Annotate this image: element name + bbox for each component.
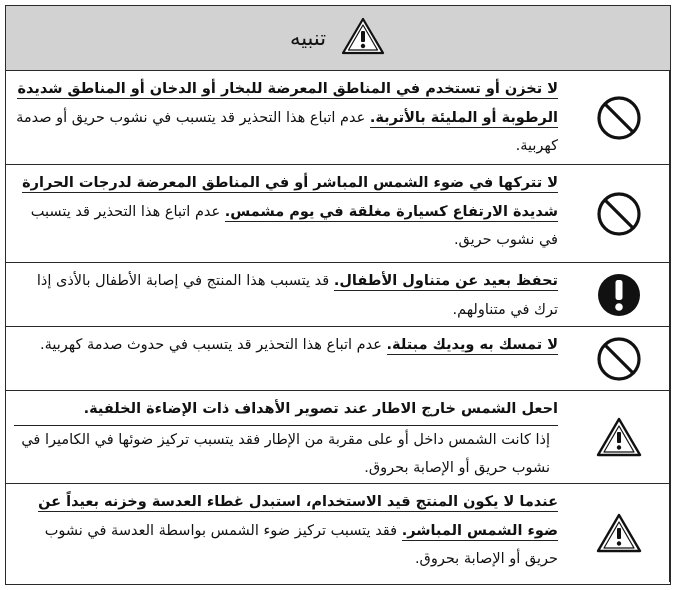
caution-text: [6, 263, 568, 326]
caution-emphasis: احعل الشمس خارج الاطار عند تصوير الأهداف ذات الإضاءة الخلفية.: [14, 395, 558, 426]
caution-table: [5, 5, 671, 585]
caution-body: فقد يتسبب تركيز ضوء الشمس بواسطة العدسة في نشوب حريق أو الإصابة بحروق.: [44, 522, 558, 567]
caution-text: [6, 327, 568, 390]
caution-title: تنبيه: [289, 26, 327, 50]
prohibition-icon-cell: [568, 165, 670, 262]
warning-triangle-icon: [595, 416, 643, 458]
prohibition-icon-cell: [568, 71, 670, 164]
mandatory-icon-cell: [568, 263, 670, 326]
warning-icon-cell: [568, 484, 670, 582]
caution-row: [6, 71, 670, 165]
caution-body: عدم اتباع هذا التحذير قد يتسبب في حدوث صدمة كهربية.: [39, 337, 387, 353]
caution-row: [6, 391, 670, 484]
caution-text: [6, 165, 568, 262]
caution-body: إذا كانت الشمس داخل أو على مقربة من الإطار فقد يتسبب تركيز ضوئها في الكاميرا في نشوب حريق أو الإصابة بحروق.: [21, 431, 550, 476]
caution-header: [6, 6, 670, 71]
caution-body: عدم اتباع هذا التحذير قد يتسبب في نشوب حريق.: [30, 203, 558, 248]
caution-text: [6, 484, 568, 582]
caution-emphasis: عندما لا يكون المنتج قيد الاستخدام، استبدل غطاء العدسة وخزنه بعيداً عن ضوء الشمس المباشر.: [38, 494, 558, 539]
caution-row: [6, 484, 670, 582]
caution-emphasis: لا تخزن أو تستخدم في المناطق المعرضة للبخار أو الدخان أو المناطق شديدة الرطوبة أو المليئة بالأتربة.: [17, 81, 558, 126]
caution-row: [6, 263, 670, 327]
warning-icon-cell: [568, 391, 670, 483]
caution-row: [6, 165, 670, 263]
caution-body: قد يتسبب هذا المنتج في إصابة الأطفال بالأذى إذا ترك في متناولهم.: [36, 273, 558, 318]
caution-text: [6, 391, 568, 483]
caution-text: [6, 71, 568, 164]
prohibition-icon-cell: [568, 327, 670, 390]
prohibition-icon: [595, 94, 643, 142]
warning-triangle-icon: [595, 512, 643, 554]
caution-row: [6, 327, 670, 391]
caution-emphasis: لا تتركها في ضوء الشمس المباشر أو في المناطق المعرضة لدرجات الحرارة شديدة الارتفاع كسيارة مغلقة في يوم مشمس.: [22, 175, 558, 220]
mandatory-exclamation-icon: [596, 272, 642, 318]
prohibition-icon: [595, 190, 643, 238]
caution-emphasis: تحفظ بعيد عن متناول الأطفال.: [333, 273, 558, 289]
prohibition-icon: [595, 335, 643, 383]
warning-triangle-icon: [340, 16, 386, 60]
caution-emphasis: لا تمسك به ويديك مبتلة.: [386, 337, 558, 353]
caution-body: عدم اتباع هذا التحذير قد يتسبب في نشوب حريق أو صدمة كهربية.: [16, 109, 558, 154]
